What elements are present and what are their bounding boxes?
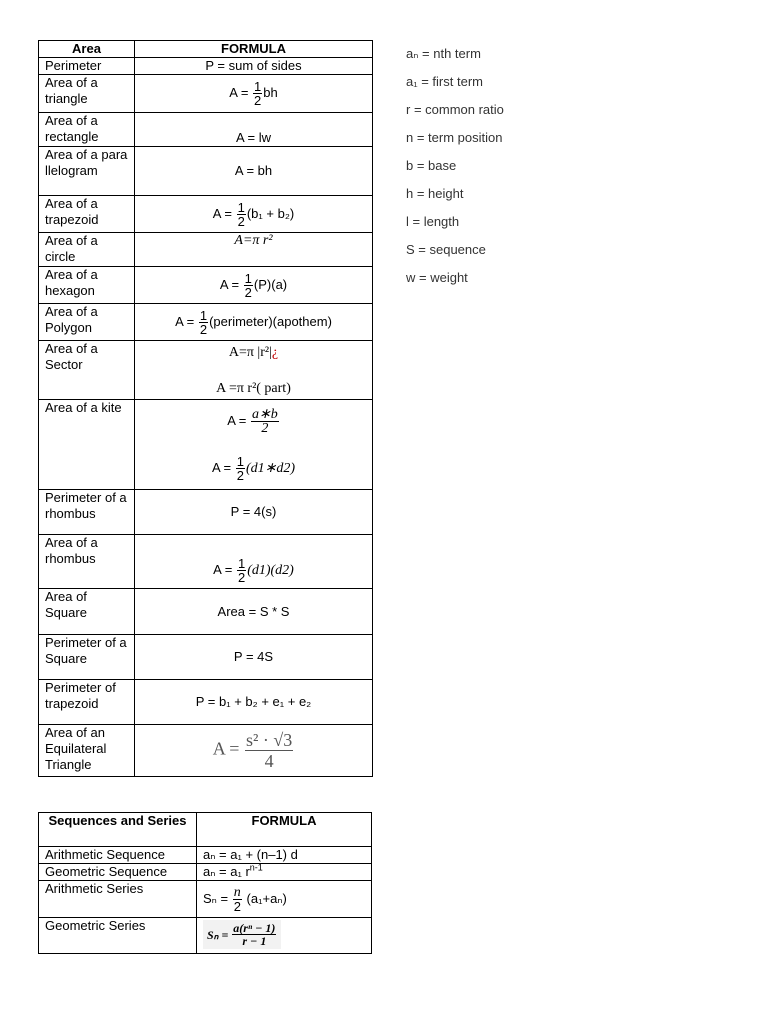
formula-rhs: (b₁ + b₂): [246, 205, 295, 221]
fraction-denominator: 2: [236, 467, 244, 483]
row-name: Area of a parallelogram: [39, 147, 135, 196]
row-formula: Area = S * S: [135, 589, 373, 635]
table-row: [39, 196, 373, 233]
fraction-denominator: 2: [244, 284, 252, 300]
row-name: Area of a rhombus: [39, 535, 135, 589]
formula-line-2: [141, 455, 366, 482]
header-formula: FORMULA: [197, 813, 372, 847]
table-row: [39, 233, 373, 267]
row-name: Area of a trapezoid: [39, 196, 135, 233]
fraction-denominator: 4: [264, 751, 274, 771]
legend-item: b = base: [406, 158, 457, 173]
area-formula-table: [38, 40, 373, 777]
formula-lhs: A =: [211, 459, 232, 475]
fraction: [233, 886, 242, 913]
legend-item: l = length: [406, 214, 460, 229]
sector-formula-1: A=π |r²|: [228, 344, 272, 360]
table-row: [39, 490, 373, 535]
table-row: [39, 881, 372, 918]
table-row: [39, 147, 373, 196]
formula-lhs: A =: [213, 561, 233, 577]
table-row: [39, 113, 373, 147]
row-name: Perimeter of a Square: [39, 635, 135, 680]
row-name: Area of a triangle: [39, 75, 135, 113]
error-mark: ¿: [271, 344, 279, 360]
header-sequences: Sequences and Series: [39, 813, 197, 847]
fraction-numerator: a(rⁿ − 1): [233, 921, 276, 935]
sequences-formula-table: [38, 812, 372, 954]
table-row: [39, 535, 373, 589]
formula-line-2: A =π r²( part): [216, 380, 291, 396]
fraction: [237, 201, 246, 228]
fraction: [253, 80, 262, 107]
row-name: Area of a kite: [39, 400, 135, 490]
row-formula: P = 4(s): [135, 490, 373, 535]
row-formula: [135, 341, 373, 400]
row-formula: [135, 400, 373, 490]
legend-item: a₁ = first term: [406, 74, 483, 89]
row-formula: [135, 725, 373, 777]
fraction: [232, 922, 276, 947]
row-formula: [135, 535, 373, 589]
fraction-numerator: 1: [199, 307, 208, 323]
formula-rhs: (perimeter)(apothem): [209, 313, 332, 329]
row-formula: [197, 881, 372, 918]
fraction-denominator: 2: [199, 321, 208, 337]
table-row: [39, 304, 373, 341]
fraction-numerator: s² · √3: [245, 730, 293, 750]
row-name: Area of a Sector: [39, 341, 135, 400]
fraction: [245, 730, 293, 771]
fraction-numerator: 1: [237, 556, 246, 571]
row-name: Area of a circle: [39, 233, 135, 267]
fraction-denominator: 2: [254, 93, 262, 108]
header-area: Area: [39, 41, 135, 58]
fraction-denominator: 2: [237, 213, 245, 229]
row-name: Area of a rectangle: [39, 113, 135, 147]
row-name: Arithmetic Sequence: [39, 847, 197, 864]
fraction-numerator: n: [233, 884, 241, 900]
formula-rhs: (P)(a): [253, 276, 288, 292]
table-row: [39, 680, 373, 725]
legend-item: n = term position: [406, 130, 503, 145]
formula-lhs: A =: [212, 738, 240, 759]
row-formula: [135, 267, 373, 304]
row-formula: aₙ = a₁ + (n–1) d: [197, 847, 372, 864]
fraction-denominator: r − 1: [242, 934, 267, 948]
geometric-series-formula-image: [203, 920, 281, 949]
row-name: Geometric Series: [39, 918, 197, 954]
row-formula: A = bh: [135, 147, 373, 196]
row-name: Arithmetic Series: [39, 881, 197, 918]
legend-item: h = height: [406, 186, 464, 201]
row-formula: [135, 196, 373, 233]
legend-item: r = common ratio: [406, 102, 504, 117]
table-header-row: [39, 813, 372, 847]
formula-line-1: [141, 342, 366, 363]
table-row: [39, 75, 373, 113]
row-formula: P = b₁ + b₂ + e₁ + e₂: [135, 680, 373, 725]
formula-lhs: A =: [229, 84, 249, 100]
formula-rhs: (a₁+aₙ): [246, 890, 287, 906]
fraction-numerator: 1: [237, 199, 245, 215]
row-formula: [197, 918, 372, 954]
fraction: [237, 557, 246, 584]
table-row: [39, 589, 373, 635]
formula-lhs: A =: [175, 313, 195, 329]
row-name: Area of a Polygon: [39, 304, 135, 341]
formula-rhs: (d1)(d2): [247, 562, 294, 578]
fraction-numerator: a∗b: [252, 406, 278, 422]
fraction: [244, 272, 253, 299]
row-name: Area of an Equilateral Triangle: [39, 725, 135, 777]
formula-lhs: A =: [219, 276, 240, 292]
formula-rhs: (d1∗d2): [245, 460, 296, 476]
legend-item: aₙ = nth term: [406, 46, 481, 61]
formula-lhs: A =: [212, 205, 232, 221]
row-name: Perimeter of trapezoid: [39, 680, 135, 725]
table-row: [39, 847, 372, 864]
legend-item: w = weight: [406, 270, 468, 285]
formula-rhs: bh: [263, 84, 278, 100]
fraction: [251, 408, 279, 435]
row-name: Perimeter of a rhombus: [39, 490, 135, 535]
legend-item: S = sequence: [406, 242, 486, 257]
row-formula: P = sum of sides: [135, 58, 373, 75]
table-row: [39, 341, 373, 400]
header-formula: FORMULA: [135, 41, 373, 58]
fraction-denominator: 2: [237, 570, 246, 585]
table-row: [39, 267, 373, 304]
row-name: Area of Square: [39, 589, 135, 635]
table-row: [39, 58, 373, 75]
fraction-numerator: 1: [254, 79, 262, 94]
fraction-numerator: 1: [244, 270, 252, 286]
formula-line-1: [141, 408, 366, 435]
formula-exponent: n-1: [249, 862, 263, 873]
table-row: [39, 864, 372, 881]
fraction: [199, 309, 208, 336]
fraction-denominator: 2: [233, 898, 241, 914]
row-name: Perimeter: [39, 58, 135, 75]
fraction-numerator: 1: [236, 453, 244, 469]
fraction-denominator: 2: [261, 420, 269, 436]
table-row: [39, 635, 373, 680]
formula-lhs: Sₙ =: [203, 890, 229, 906]
row-formula: P = 4S: [135, 635, 373, 680]
table-row: [39, 725, 373, 777]
formula-base: aₙ = a₁ r: [203, 864, 250, 879]
row-formula: [135, 304, 373, 341]
formula-lhs: A =: [227, 412, 247, 428]
table-row: [39, 400, 373, 490]
row-formula: A=π r²: [135, 233, 373, 267]
row-name: Geometric Sequence: [39, 864, 197, 881]
variable-legend: [406, 45, 504, 297]
fraction: [236, 455, 245, 482]
table-row: [39, 918, 372, 954]
row-name: Area of a hexagon: [39, 267, 135, 304]
row-formula: [197, 864, 372, 881]
row-formula: A = lw: [135, 113, 373, 147]
table-header-row: [39, 41, 373, 58]
formula-lhs: Sₙ =: [207, 927, 229, 942]
row-formula: [135, 75, 373, 113]
